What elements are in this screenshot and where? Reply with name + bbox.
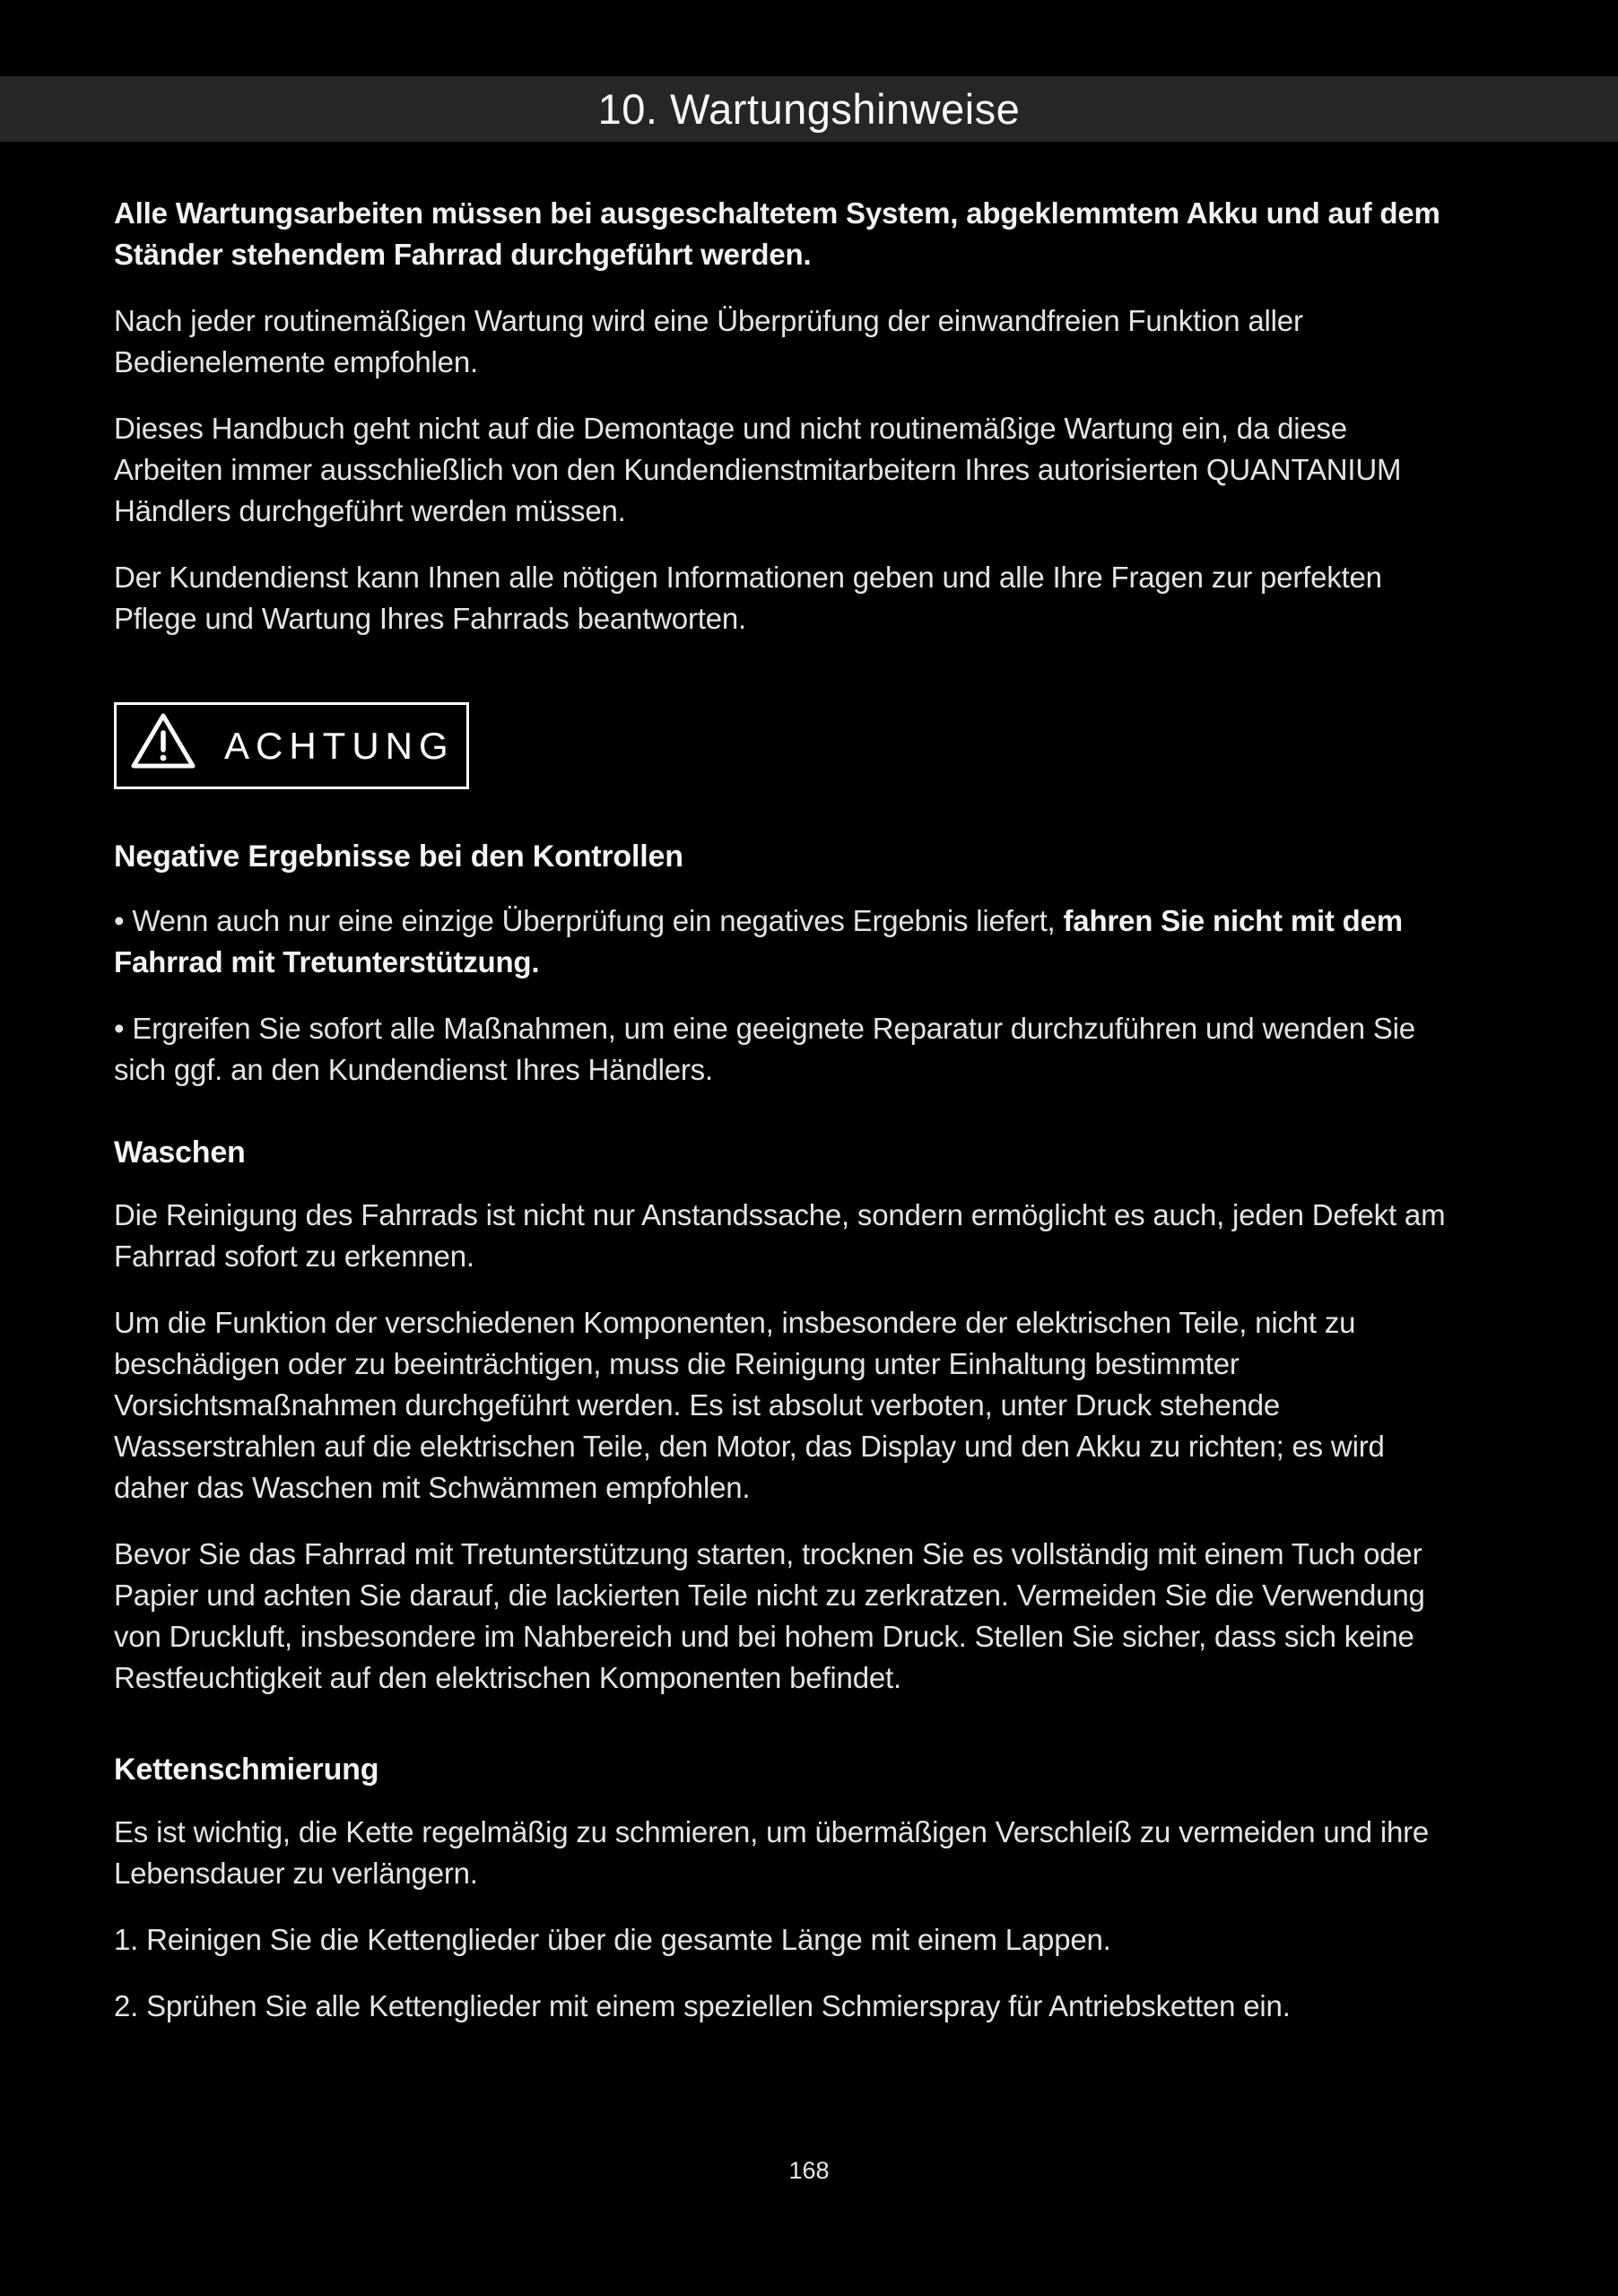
bullet-item-1 — [114, 900, 1457, 983]
ketten-paragraph-1: Es ist wichtig, die Kette regelmäßig zu schmieren, um übermäßigen Verschleiß zu vermeiden und ihre Lebensdauer zu verlängern. — [114, 1815, 1430, 1890]
page-number: 168 — [788, 2157, 830, 2184]
waschen-paragraph-2: Um die Funktion der verschiedenen Komponenten, insbesondere der elektrischen Teile, nicht zu beschädigen oder zu beeinträchtigen, muss die Reinigung unter Einhaltung bestimmter Vorsichtsmaßnahmen durchgeführt werden. Es ist absolut verboten, unter Druck stehende Wasserstrahlen auf die elektrischen Teile, den Motor, das Display und den Akku zu richten; es wird daher das Waschen mit Schwämmen empfohlen. — [114, 1306, 1385, 1504]
page-title: 10. Wartungshinweise — [597, 85, 1021, 133]
intro-paragraph-2: Nach jeder routinemäßigen Wartung wird eine Überprüfung der einwandfreien Funktion aller Bedienelemente empfohlen. — [114, 304, 1303, 378]
section-heading-kettenschmierung: Kettenschmierung — [114, 1752, 379, 1787]
page-content — [0, 142, 1618, 2027]
intro-paragraph-1: Alle Wartungsarbeiten müssen bei ausgeschaltetem System, abgeklemmtem Akku und auf dem Ständer stehendem Fahrrad durchgeführt werden. — [114, 196, 1440, 271]
ketten-step-1: 1. Reinigen Sie die Kettenglieder über die gesamte Länge mit einem Lappen. — [114, 1923, 1111, 1956]
bullet-item-2: • Ergreifen Sie sofort alle Maßnahmen, um eine geeignete Reparatur durchzuführen und wenden Sie sich ggf. an den Kundendienst Ihres Händlers. — [114, 1012, 1415, 1086]
waschen-paragraph-1: Die Reinigung des Fahrrads ist nicht nur Anstandssache, sondern ermöglicht es auch, jeden Defekt am Fahrrad sofort zu erkennen. — [114, 1198, 1446, 1273]
section-heading-negative-ergebnisse: Negative Ergebnisse bei den Kontrollen — [114, 839, 683, 874]
ketten-step-2: 2. Sprühen Sie alle Kettenglieder mit einem speziellen Schmierspray für Antriebsketten ein. — [114, 1989, 1291, 2022]
intro-paragraph-3: Dieses Handbuch geht nicht auf die Demontage und nicht routinemäßige Wartung ein, da diese Arbeiten immer ausschließlich von den Kundendienstmitarbeitern Ihres autorisierten QUANTANIUM Händlers durchgeführt werden müssen. — [114, 412, 1402, 527]
chapter-title-bar — [0, 76, 1618, 142]
intro-paragraph-4: Der Kundendienst kann Ihnen alle nötigen Informationen geben und alle Ihre Fragen zur perfekten Pflege und Wartung Ihres Fahrrads beantworten. — [114, 561, 1382, 635]
warning-triangle-icon — [129, 711, 197, 781]
warning-box — [114, 702, 469, 789]
warning-label: ACHTUNG — [224, 724, 455, 767]
section-heading-waschen: Waschen — [114, 1135, 246, 1170]
top-margin — [0, 0, 1618, 76]
waschen-paragraph-3: Bevor Sie das Fahrrad mit Tretunterstützung starten, trocknen Sie es vollständig mit einem Tuch oder Papier und achten Sie darauf, die lackierten Teile nicht zu zerkratzen. Vermeiden Sie die Verwendung von Druckluft, insbesondere im Nahbereich und bei hohem Druck. Stellen Sie sicher, dass sich keine Restfeuchtigkeit auf den elektrischen Komponenten befindet. — [114, 1537, 1425, 1694]
bullet-1-bold-text: fahren Sie nicht mit dem Fahrrad mit Tretunterstützung. — [114, 904, 1403, 978]
bullet-1-regular-text: • Wenn auch nur eine einzige Überprüfung ein negatives Ergebnis liefert, — [114, 904, 1064, 937]
